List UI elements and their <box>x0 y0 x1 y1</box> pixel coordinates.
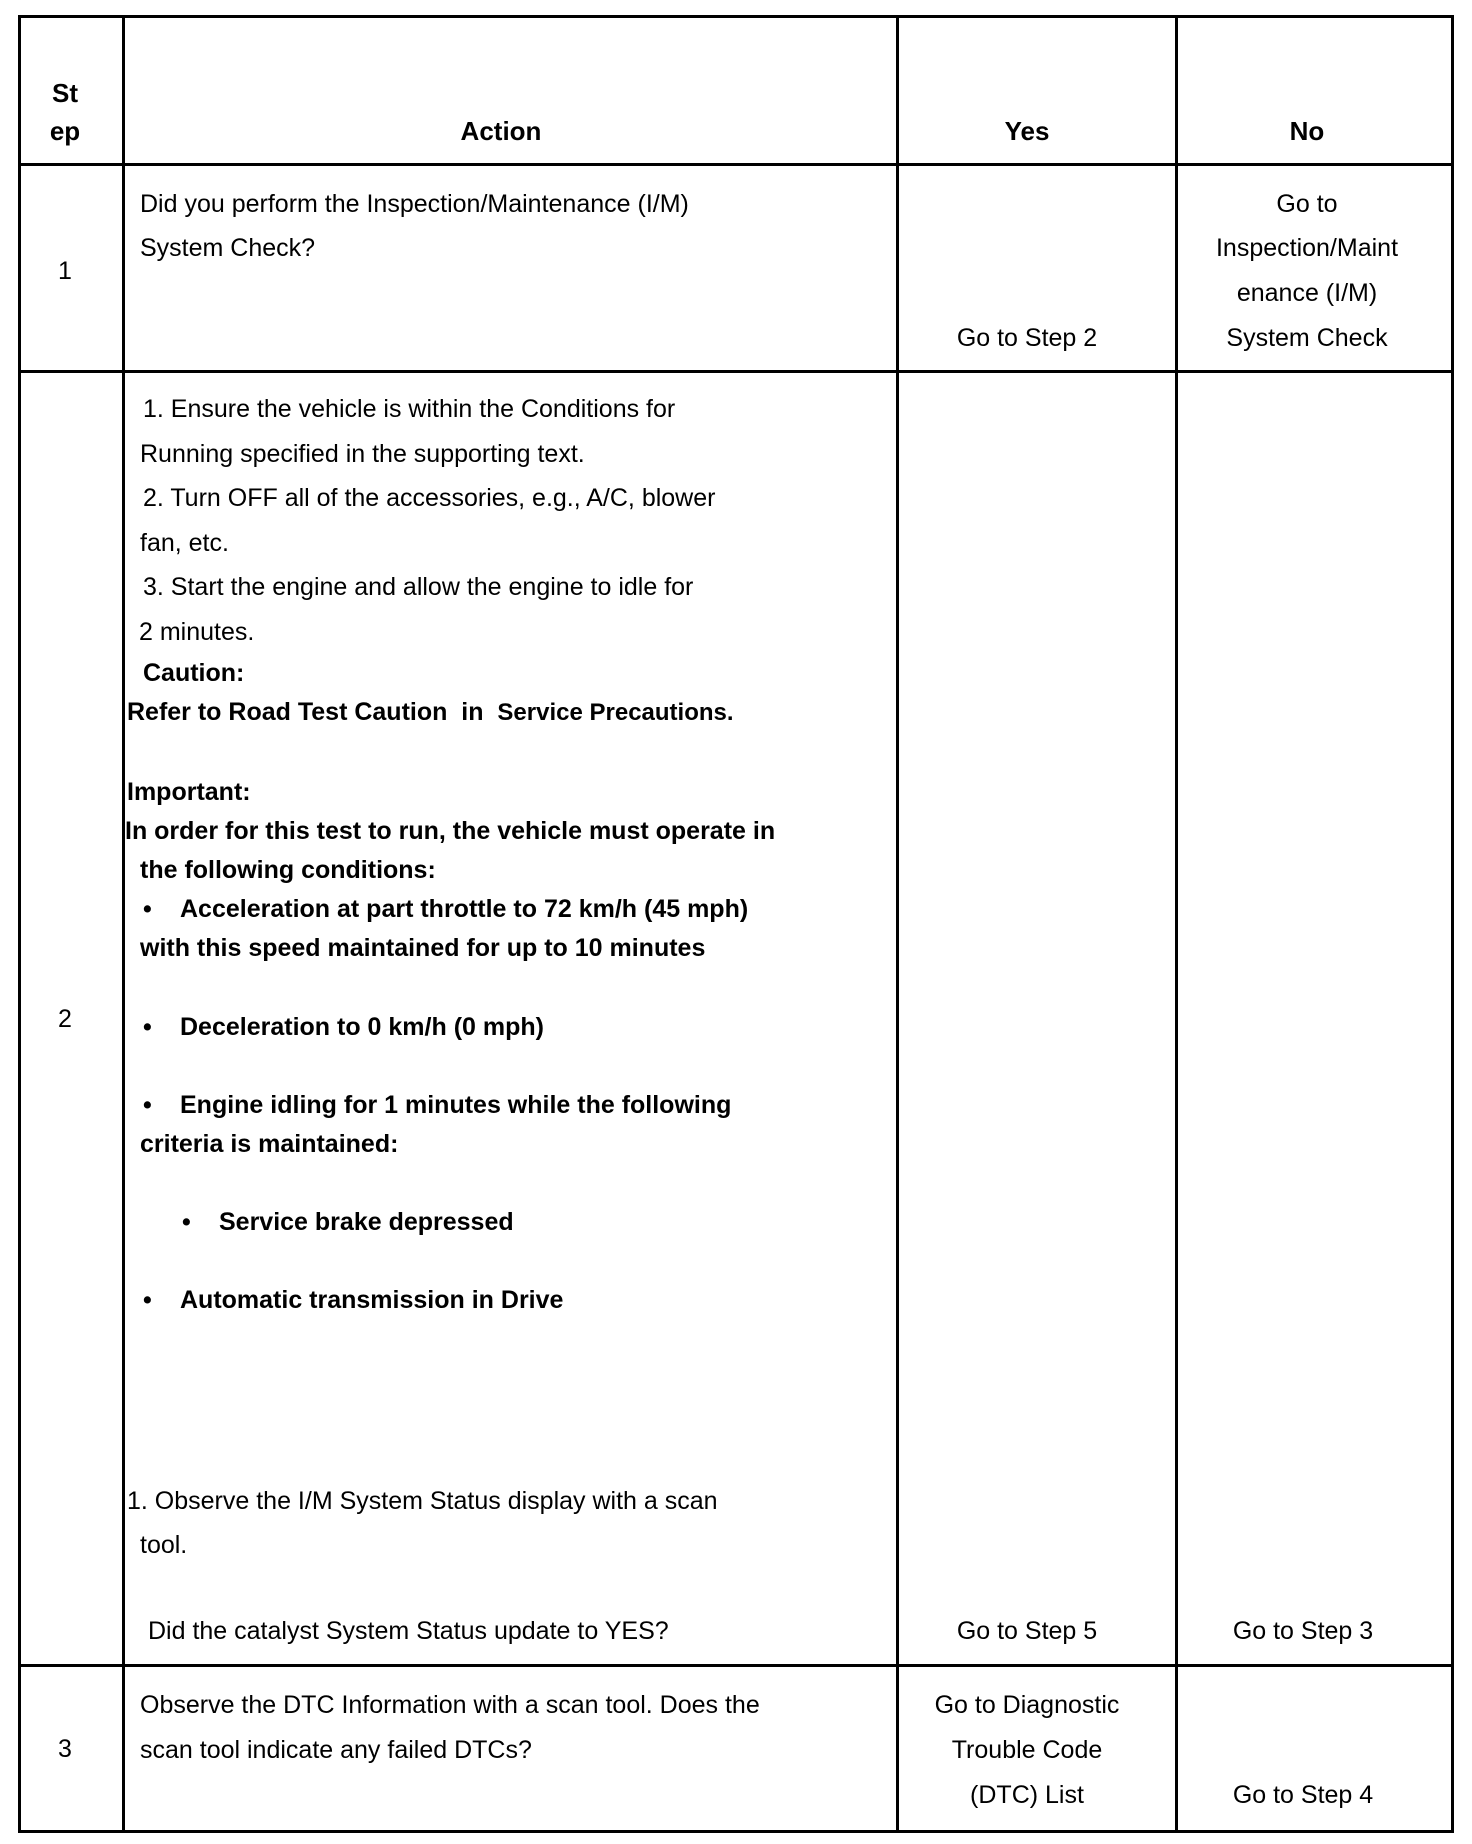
header-divider <box>18 163 1454 166</box>
caution-label: Caution: <box>143 659 245 687</box>
bullet-3-line1: Engine idling for 1 minutes while the following <box>180 1091 732 1119</box>
important-label: Important: <box>127 778 251 806</box>
row-2-no-link[interactable]: Go to Step 3 <box>1232 1617 1374 1645</box>
row-1-yes-link[interactable]: Go to Step 2 <box>956 324 1098 352</box>
caution-text-main: Refer to Road Test Caution <box>127 698 448 726</box>
bullet-1-line1: Acceleration at part throttle to 72 km/h (45 mph) <box>180 895 749 923</box>
caution-text-in: in <box>461 698 484 726</box>
bullet-1-line2: with this speed maintained for up to 10 minutes <box>140 934 706 962</box>
row-1-step: 1 <box>58 257 72 285</box>
bullet-2-line1: Deceleration to 0 km/h (0 mph) <box>180 1013 544 1041</box>
observe-line1: 1. Observe the I/M System Status display with a scan <box>127 1487 718 1515</box>
row-1-no-line4[interactable]: System Check <box>1226 324 1388 352</box>
bullet-4-text: Automatic transmission in Drive <box>180 1286 564 1314</box>
row-1-no-line2[interactable]: Inspection/Maint <box>1215 234 1399 262</box>
row-3-yes-line2[interactable]: Trouble Code <box>951 1736 1103 1764</box>
row-2-action-line1: 1. Ensure the vehicle is within the Conditions for <box>143 395 676 423</box>
row-2-step: 2 <box>58 1005 72 1033</box>
header-step-line2: ep <box>49 116 81 146</box>
row-3-yes-line1[interactable]: Go to Diagnostic <box>934 1691 1120 1719</box>
row-1-no-line3[interactable]: enance (I/M) <box>1236 279 1378 307</box>
row-2-action-line5: 3. Start the engine and allow the engine to idle for <box>143 573 694 601</box>
column-divider-action <box>896 15 899 1833</box>
row-1-action-line2: System Check? <box>140 234 316 262</box>
table-border-top <box>18 15 1454 18</box>
header-no: No <box>1289 116 1325 146</box>
caution-text <box>127 690 734 735</box>
row-3-action-line2: scan tool indicate any failed DTCs? <box>140 1736 532 1764</box>
row-divider-1 <box>18 370 1454 373</box>
bullet-3-dot: • <box>143 1091 152 1119</box>
bullet-2-dot: • <box>143 1013 152 1041</box>
bullet-4-dot: • <box>143 1286 152 1314</box>
service-precautions-link[interactable]: Service Precautions. <box>497 699 734 726</box>
header-action: Action <box>460 116 542 146</box>
row-2-action-line6: 2 minutes. <box>139 618 255 646</box>
table-border-bottom <box>18 1830 1454 1833</box>
row-3-step: 3 <box>58 1735 72 1763</box>
row-divider-2 <box>18 1664 1454 1667</box>
row-3-yes-line3[interactable]: (DTC) List <box>970 1781 1084 1809</box>
row-3-action-line1: Observe the DTC Information with a scan tool. Does the <box>140 1691 760 1719</box>
row-2-action-line2: Running specified in the supporting text. <box>140 440 585 468</box>
sub-bullet-1-dot: • <box>182 1208 191 1236</box>
table-border-left <box>18 15 21 1833</box>
row-1-no-line1[interactable]: Go to <box>1276 190 1338 218</box>
bullet-1-dot: • <box>143 895 152 923</box>
observe-line2: tool. <box>140 1531 188 1559</box>
header-step-line1: St <box>52 78 78 108</box>
row-1-action-line1: Did you perform the Inspection/Maintenance (I/M) <box>140 190 689 218</box>
bullet-3-line2: criteria is maintained: <box>140 1130 399 1158</box>
important-line1: In order for this test to run, the vehicle must operate in <box>125 817 776 845</box>
header-yes: Yes <box>1004 116 1050 146</box>
row-3-no-link[interactable]: Go to Step 4 <box>1232 1781 1374 1809</box>
row-2-action-line4: fan, etc. <box>140 529 229 557</box>
sub-bullet-1-text: Service brake depressed <box>219 1208 514 1236</box>
row-2-action-line3: 2. Turn OFF all of the accessories, e.g., A/C, blower <box>143 484 716 512</box>
row-2-question: Did the catalyst System Status update to YES? <box>148 1617 669 1645</box>
important-line2: the following conditions: <box>140 856 436 884</box>
column-divider-step <box>122 15 125 1833</box>
table-border-right <box>1451 15 1454 1833</box>
row-2-yes-link[interactable]: Go to Step 5 <box>956 1617 1098 1645</box>
